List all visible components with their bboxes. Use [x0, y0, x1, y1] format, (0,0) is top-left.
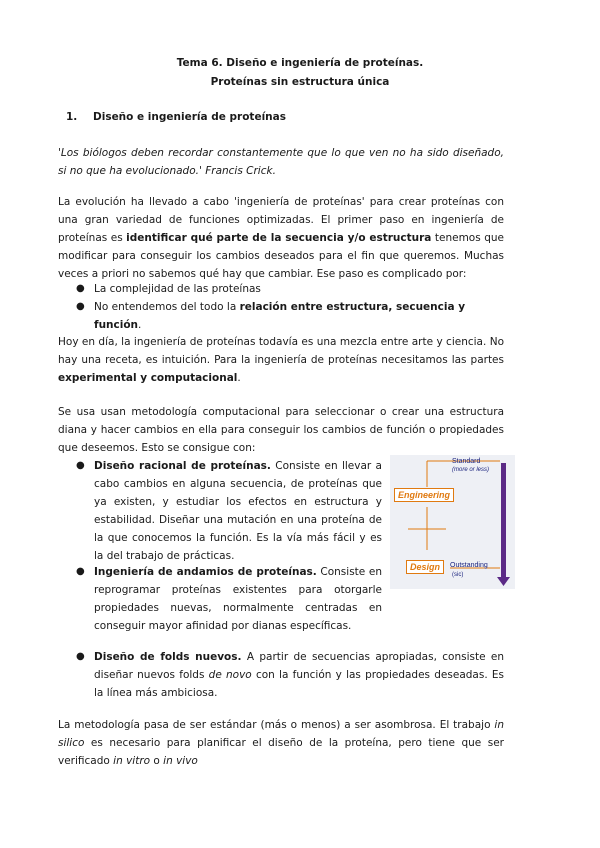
list-item-rational-design — [94, 457, 382, 565]
para-text-c: . — [237, 372, 241, 384]
list-item-new-folds — [94, 648, 504, 702]
list-item-text: Consiste en llevar a cabo cambios en alguna secuencia, de proteínas que ya existen, y estudiar los efectos en estructura y estabilidad. Diseñar una mutación en una proteína de la que conocemos la función. Es la vía más fácil y es la del trabajo de prácticas. — [94, 460, 382, 562]
bullet-dot: ● — [76, 301, 85, 312]
para-text-a: Hoy en día, la ingeniería de proteínas todavía es una mezcla entre arte y ciencia. No hay una receta, es intuición. Para la ingeniería de proteínas necesitamos las partes — [58, 336, 504, 366]
progress-arrow-shaft — [501, 463, 506, 579]
engineering-figure — [390, 455, 515, 589]
document-subtitle: Proteínas sin estructura única — [210, 76, 390, 88]
bullet-dot: ● — [76, 651, 85, 662]
methodology-paragraph: Se usa usan metodología computacional para seleccionar o crear una estructura diana y hacer cambios en ella para conseguir los cambios de función o propiedades que deseemos. Esto se consigue con: — [58, 406, 504, 454]
list-item-text: Consiste en reprogramar proteínas existentes para otorgarle propiedades nuevas, normalmente centradas en conseguir mayor afinidad por dianas específicas. — [94, 566, 382, 632]
para-italic: in vitro — [113, 755, 151, 767]
conclusion-paragraph — [58, 716, 504, 770]
list-item-bold: Ingeniería de andamios de proteínas. — [94, 566, 317, 578]
section-number: 1. — [66, 111, 78, 123]
list-item-text: con la función y las propiedades deseadas. Es la línea más ambiciosa. — [94, 669, 504, 699]
art-science-paragraph — [58, 333, 504, 387]
section-heading: Diseño e ingeniería de proteínas — [93, 111, 286, 123]
intro-text-c: tenemos que modificar para conseguir los cambios deseados para el fin que queremos. Muchas veces a priori no sabemos qué hay que cambiar. Ese paso es complicado por: — [58, 232, 504, 280]
para-text: es necesario para planificar el diseño de la proteína, pero tiene que ser verificado — [58, 737, 504, 767]
quote-paragraph: 'Los biólogos deben recordar constantemente que lo que ven no ha sido diseñado, si no que ha evolucionado.' Francis Crick. — [58, 147, 504, 177]
bullet-dot: ● — [76, 283, 85, 294]
standard-sublabel: (more or less) — [452, 467, 490, 473]
list-item-text: A partir de secuencias apropiadas, consiste en diseñar nuevos folds — [94, 651, 504, 681]
list-item-scaffold-engineering — [94, 563, 382, 635]
list-item-text: No entendemos del todo la — [94, 301, 240, 313]
para-text: o — [150, 755, 164, 767]
list-item-bold: Diseño racional de proteínas. — [94, 460, 271, 472]
bullet-dot: ● — [76, 460, 85, 471]
para-text: La metodología pasa de ser estándar (más o menos) a ser asombrosa. El trabajo — [58, 719, 495, 731]
list-item-period: . — [138, 319, 142, 331]
list-item: La complejidad de las proteínas — [94, 283, 261, 295]
para-text-bold: experimental y computacional — [58, 372, 238, 384]
list-item — [94, 298, 504, 334]
para-italic: in silico — [58, 719, 504, 749]
bullet-dot: ● — [76, 566, 85, 577]
para-italic: in vivo — [163, 755, 198, 767]
engineering-box: Engineering — [394, 488, 454, 502]
list-item-bold: relación entre estructura, secuencia y función — [94, 301, 466, 331]
document-title: Tema 6. Diseño e ingeniería de proteínas. — [176, 57, 424, 69]
standard-label: Standard — [452, 458, 481, 465]
progress-arrow-icon — [497, 577, 510, 586]
intro-paragraph — [58, 193, 504, 283]
intro-text-bold: identificar qué parte de la secuencia y/o estructura — [126, 232, 432, 244]
list-item-bold: Diseño de folds nuevos. — [94, 651, 242, 663]
list-item-italic: de novo — [208, 669, 252, 681]
design-box: Design — [406, 560, 444, 574]
outstanding-label: Outstanding — [450, 562, 488, 569]
outstanding-sublabel: (sic) — [452, 572, 464, 578]
intro-text-a: La evolución ha llevado a cabo 'ingeniería de proteínas' para crear proteínas con una gran variedad de funciones optimizadas. El primer paso en ingeniería de proteínas es — [58, 196, 504, 244]
